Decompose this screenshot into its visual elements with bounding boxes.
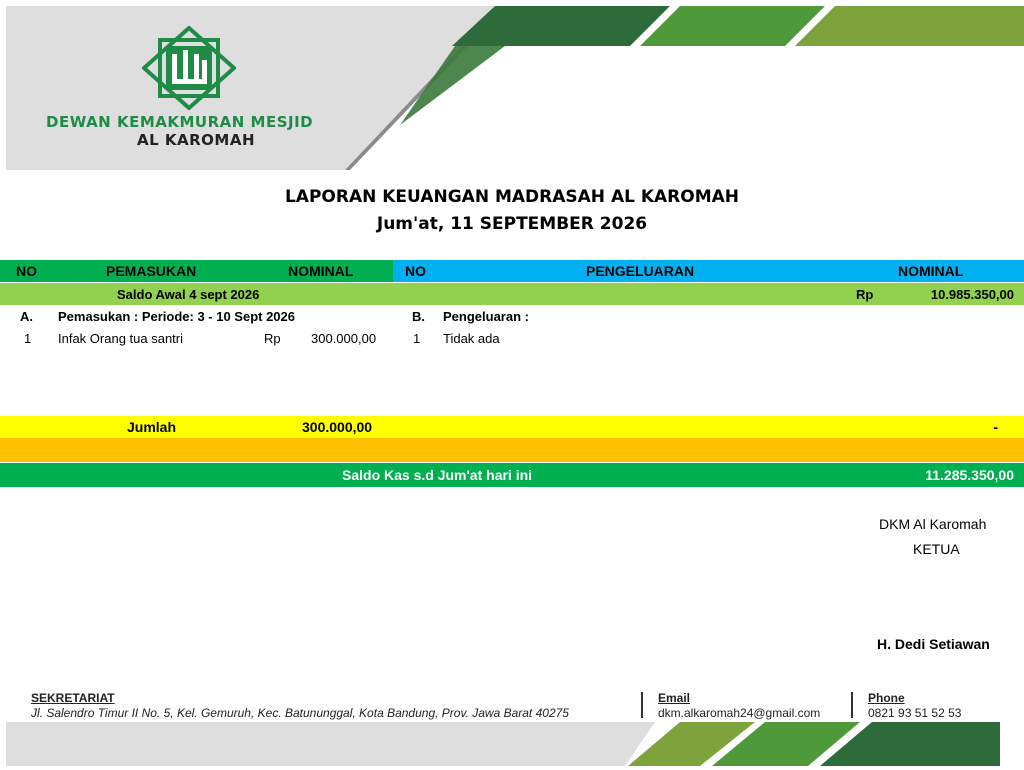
footer-email-label: Email bbox=[658, 691, 691, 705]
closing-balance-label: Saldo Kas s.d Jum'at hari ini bbox=[342, 467, 533, 483]
header-stripe-2 bbox=[640, 6, 825, 46]
signature-name: H. Dedi Setiawan bbox=[877, 636, 990, 652]
opening-balance-label: Saldo Awal 4 sept 2026 bbox=[117, 287, 260, 302]
signature-role: KETUA bbox=[913, 541, 960, 557]
footer-banner bbox=[0, 722, 1024, 770]
totals-row bbox=[0, 416, 1024, 438]
header-nominal-left: NOMINAL bbox=[288, 263, 354, 279]
signature-org: DKM Al Karomah bbox=[879, 516, 987, 532]
income-row-amount: 300.000,00 bbox=[311, 331, 377, 346]
expense-row-desc: Tidak ada bbox=[443, 331, 500, 346]
totals-expense: - bbox=[993, 419, 998, 435]
income-section-title: Pemasukan : Periode: 3 - 10 Sept 2026 bbox=[58, 309, 295, 324]
header-income: PEMASUKAN bbox=[106, 263, 197, 279]
header-no-right: NO bbox=[405, 263, 426, 279]
closing-balance-row bbox=[0, 463, 1024, 487]
totals-label: Jumlah bbox=[127, 419, 177, 435]
orange-spacer-row bbox=[0, 438, 1024, 462]
footer-secretariat-label: SEKRETARIAT bbox=[31, 691, 115, 705]
expense-section-title: Pengeluaran : bbox=[443, 309, 529, 324]
footer-address: Jl. Salendro Timur II No. 5, Kel. Gemuruh, Kec. Batununggal, Kota Bandung, Prov. Jawa Barat 40275 bbox=[31, 706, 569, 720]
opening-balance-amount: 10.985.350,00 bbox=[930, 287, 1014, 302]
report-date: Jum'at, 11 SEPTEMBER 2026 bbox=[376, 214, 648, 234]
footer-grey-panel bbox=[6, 722, 655, 766]
footer-phone: 0821 93 51 52 53 bbox=[868, 706, 962, 720]
expense-section-letter: B. bbox=[412, 309, 425, 324]
footer-separator-2 bbox=[851, 692, 853, 718]
header-expense: PENGELUARAN bbox=[586, 263, 695, 279]
opening-balance-row bbox=[0, 283, 1024, 305]
income-row-currency: Rp bbox=[264, 331, 281, 346]
header-no-left: NO bbox=[16, 263, 37, 279]
footer-phone-label: Phone bbox=[868, 691, 905, 705]
mosque-kufic-logo-icon bbox=[142, 26, 236, 110]
opening-balance-currency: Rp bbox=[856, 287, 874, 302]
expense-row-no: 1 bbox=[413, 331, 421, 346]
org-name-line1: DEWAN KEMAKMURAN MESJID bbox=[46, 113, 314, 131]
footer-separator-1 bbox=[641, 692, 643, 718]
income-row-desc: Infak Orang tua santri bbox=[58, 331, 184, 346]
org-name-line2: AL KAROMAH bbox=[136, 131, 255, 149]
report-title: LAPORAN KEUANGAN MADRASAH AL KAROMAH bbox=[284, 187, 740, 207]
totals-income: 300.000,00 bbox=[302, 419, 373, 435]
income-section-letter: A. bbox=[20, 309, 33, 324]
header-stripe-3 bbox=[795, 6, 1024, 46]
header-nominal-right: NOMINAL bbox=[898, 263, 964, 279]
table-header-row bbox=[0, 260, 1024, 282]
footer-email: dkm.alkaromah24@gmail.com bbox=[658, 706, 821, 720]
closing-balance-amount: 11.285.350,00 bbox=[925, 467, 1014, 483]
income-row-no: 1 bbox=[24, 331, 32, 346]
